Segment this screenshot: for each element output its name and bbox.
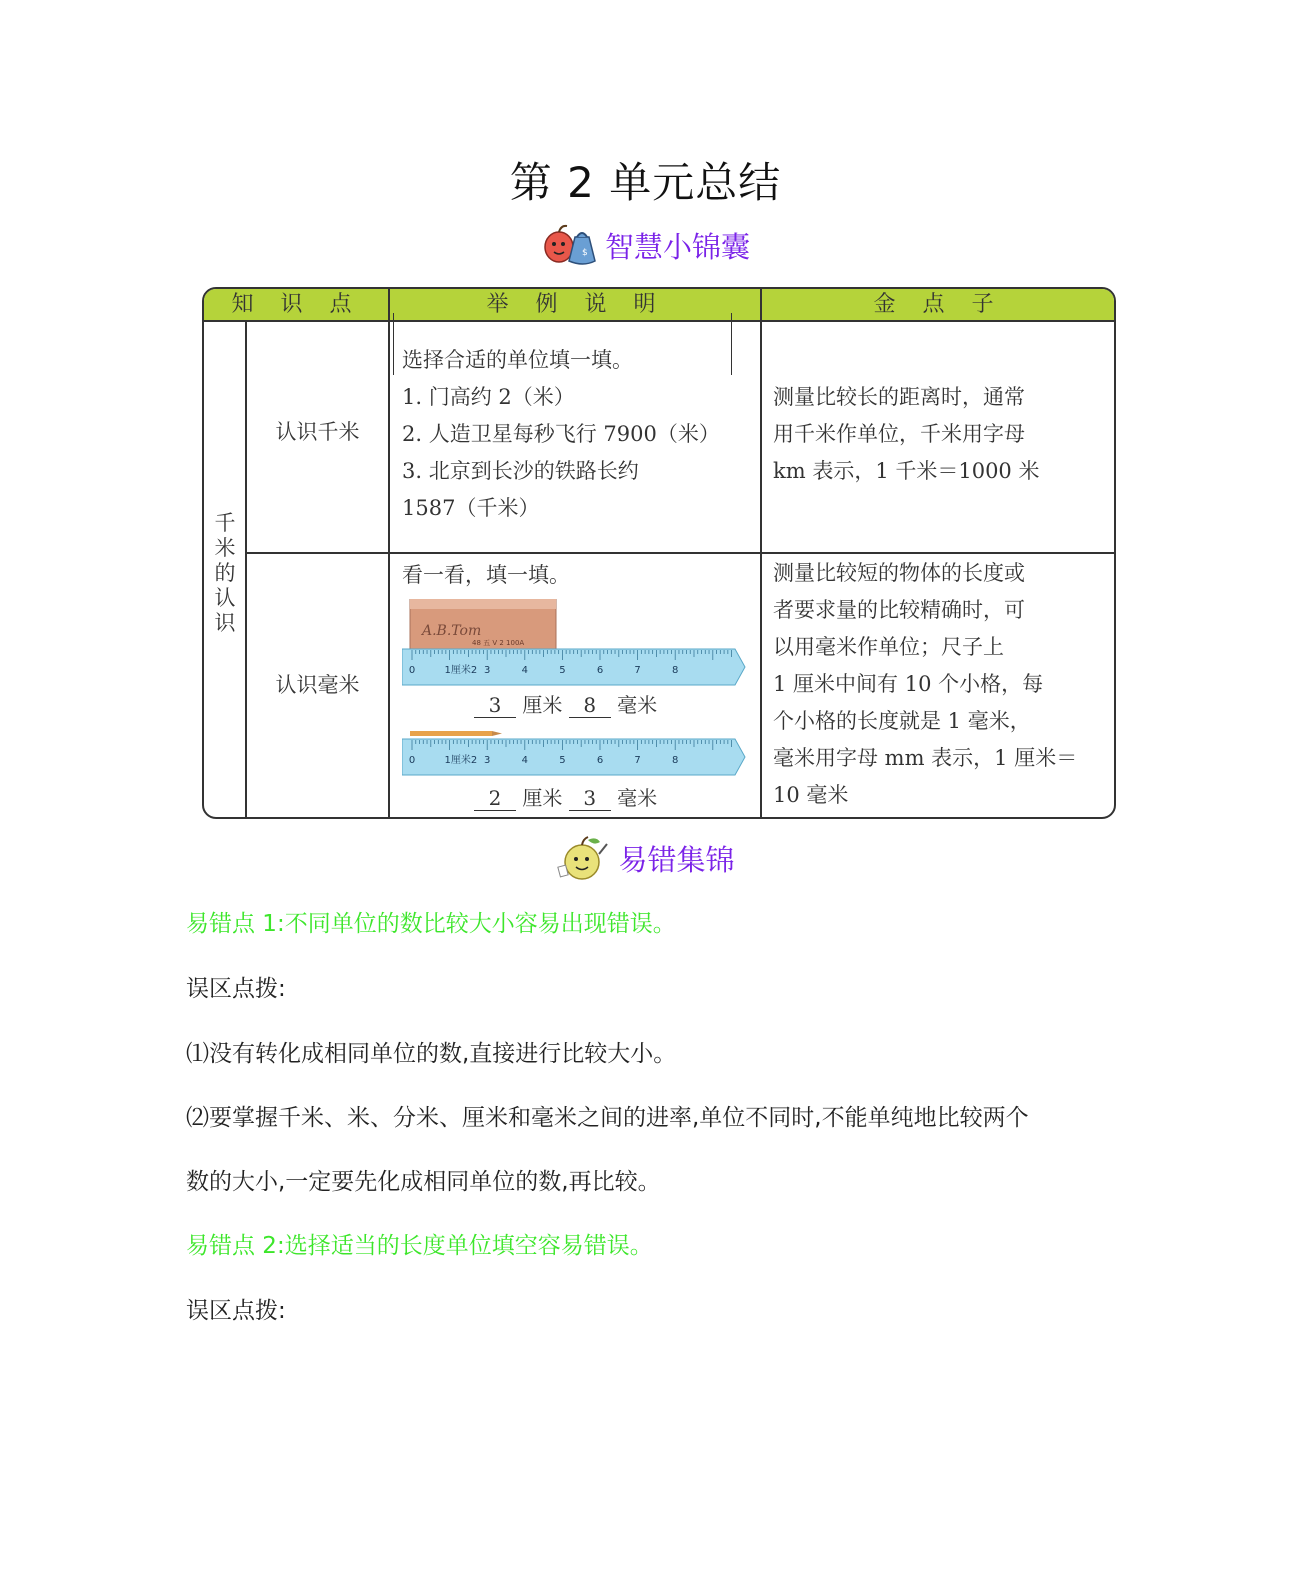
unit-cm: 厘米 (522, 786, 563, 810)
guide-line-2b: 数的大小,一定要先化成相同单位的数,再比较。 (186, 1169, 661, 1195)
unit-mm: 毫米 (617, 786, 658, 810)
ruler-label: 8 (672, 665, 679, 676)
tip-line: 测量比较短的物体的长度或 (773, 561, 1025, 585)
answer-mm-2: 3 (569, 786, 611, 811)
tip-line: 者要求量的比较精确时，可 (773, 598, 1025, 622)
section-heading-errors (0, 835, 1291, 881)
guide-line-1: ⑴没有转化成相同单位的数,直接进行比较大小。 (186, 1041, 677, 1067)
misconception-guide-2: 误区点拨: (186, 1298, 286, 1324)
tip-line: 个小格的长度就是 1 毫米， (773, 709, 1031, 733)
tip-line: 10 毫米 (773, 783, 849, 807)
column-divider (245, 320, 247, 817)
answer-cm-2: 2 (474, 786, 516, 811)
ruler-label: 5 (559, 755, 566, 766)
section-heading-tips (0, 222, 1291, 268)
misconception-guide-1: 误区点拨: (186, 976, 286, 1002)
topic-kilometer: 认识千米 (275, 420, 360, 444)
ruler-label: 8 (672, 755, 679, 766)
tip-line: 以用毫米作单位；尺子上 (773, 635, 1004, 659)
svg-text:$: $ (581, 248, 588, 258)
example-line: 选择合适的单位填一填。 (402, 348, 633, 372)
pencil-ruler-image (402, 729, 750, 779)
tip-kilometer (773, 379, 1108, 490)
ruler-label: 6 (596, 665, 604, 676)
header-knowledge-point: 知 识 点 (231, 292, 362, 317)
example-kilometer (402, 342, 754, 527)
answer-cm-1: 3 (474, 693, 516, 718)
answer-mm-1: 8 (569, 693, 611, 718)
ruler-label: 7 (634, 665, 641, 676)
page-title: 第 2 单元总结 (509, 158, 782, 207)
tip-line: 测量比较长的距离时，通常 (773, 385, 1025, 409)
ruler-label: 4 (521, 665, 528, 676)
apple-and-bag-mascot-icon (541, 223, 599, 267)
header-tip: 金 点 子 (873, 292, 1004, 317)
ruler-label: 1厘米2 (444, 755, 478, 766)
section-title: 智慧小锦囊 (604, 229, 750, 264)
topic-millimeter: 认识毫米 (275, 673, 360, 697)
ruler-label: 3 (484, 755, 491, 766)
ruler-label: 0 (408, 665, 416, 676)
pear-mascot-icon (556, 834, 612, 882)
ruler-label: 6 (596, 755, 604, 766)
ruler-with-pencil (402, 729, 750, 783)
error-point-1: 易错点 1:不同单位的数比较大小容易出现错误。 (186, 911, 676, 937)
error-point-2: 易错点 2:选择适当的长度单位填空容易错误。 (186, 1233, 653, 1259)
ruler-label: 7 (634, 755, 641, 766)
category-label: 千米的认识 (214, 511, 236, 635)
answer-line-2 (474, 782, 657, 811)
row-divider (245, 552, 1114, 554)
example-intro: 看一看，填一填。 (402, 563, 570, 587)
ruler-label: 1厘米2 (444, 665, 478, 676)
example-line: 1587（千米） (402, 496, 540, 520)
summary-table (202, 287, 1116, 819)
eraser-label: 48 五 V 2 100A (472, 639, 525, 647)
scan-mark (393, 313, 394, 375)
ruler-label: 0 (408, 755, 416, 766)
tip-line: 1 厘米中间有 10 个小格，每 (773, 672, 1044, 696)
header-example: 举 例 说 明 (486, 292, 666, 317)
ruler-label: 3 (484, 665, 491, 676)
ruler-label: 4 (521, 755, 528, 766)
tip-line: 毫米用字母 mm 表示，1 厘米＝ (773, 746, 1078, 770)
unit-cm: 厘米 (522, 693, 563, 717)
example-line: 2. 人造卫星每秒飞行 7900（米） (402, 422, 720, 446)
eraser-ruler-image (402, 599, 750, 689)
example-line: 1. 门高约 2（米） (402, 385, 575, 409)
example-line: 3. 北京到长沙的铁路长约 (402, 459, 639, 483)
ruler-label: 5 (559, 665, 566, 676)
eraser-script: A.B.Tom (422, 623, 482, 639)
table-header (204, 289, 1114, 322)
answer-line-1 (474, 689, 657, 718)
section-title: 易错集锦 (618, 842, 735, 877)
guide-line-2a: ⑵要掌握千米、米、分米、厘米和毫米之间的进率,单位不同时,不能单纯地比较两个 (186, 1105, 1029, 1131)
tip-millimeter (773, 555, 1108, 814)
tip-line: km 表示，1 千米＝1000 米 (773, 459, 1040, 483)
unit-mm: 毫米 (617, 693, 658, 717)
ruler-with-eraser (402, 599, 750, 693)
tip-line: 用千米作单位，千米用字母 (773, 422, 1025, 446)
